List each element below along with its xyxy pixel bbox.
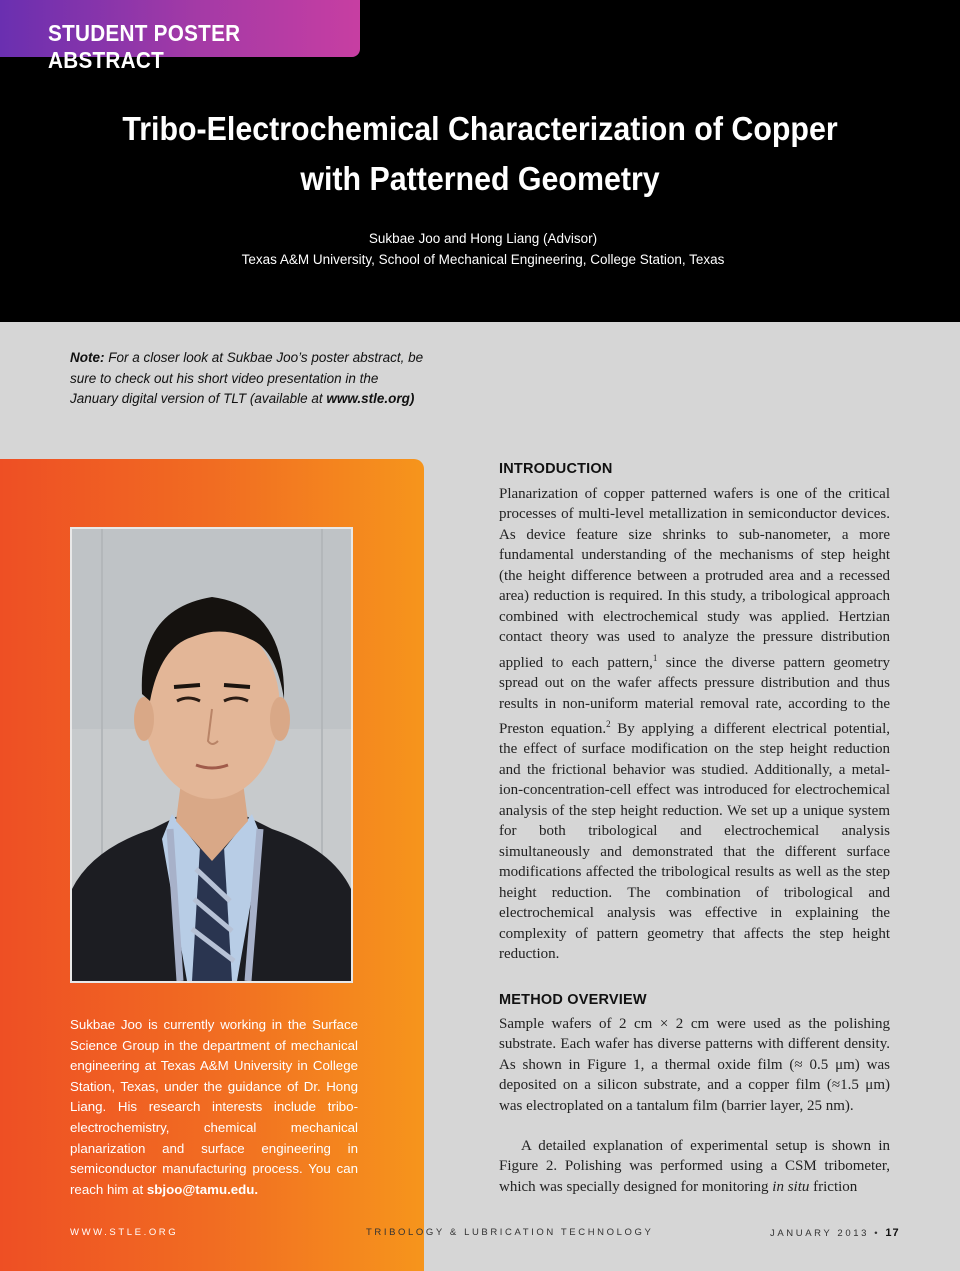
section-label-tab: [0, 0, 360, 73]
method-text-emphasis: in situ: [772, 1178, 810, 1195]
method-text-part-a: A detailed explanation of experimental setup is shown in Figure 2. Polishing was performed using a CSM tribometer, which was specially designed for monitoring: [499, 1138, 890, 1195]
note-link[interactable]: www.stle.org): [326, 391, 415, 406]
introduction-paragraph: [499, 484, 890, 964]
section-label: STUDENT POSTER ABSTRACT: [48, 20, 241, 73]
footer-publication: TRIBOLOGY & LUBRICATION TECHNOLOGY: [366, 1227, 654, 1238]
title-line-1: Tribo-Electrochemical Characterization of Copper: [122, 110, 838, 147]
intro-text-part-2: since the diverse pattern geometry spread out on the wafer affects pressure distribution and thus results in non-uniform material removal rate, according to the Preston equation.: [499, 654, 890, 737]
page-number: 17: [885, 1227, 900, 1239]
intro-text-part-3: By applying a different electrical potential, the effect of surface modification on the step height reduction and the frictional behavior was studied. Additionally, a metal-ion-concentration-cell effect was introduced for electrochemical analysis of the step height reduction. We set up a unique system for both tribological and electrochemical analysis simultaneously and demonstrated that the different surface modifications affected the tribological results as well as the step height reduction. The combination of tribological and electrochemical analysis was effective in explaining the complexity of pattern geometry that affects the step height reduction.: [499, 720, 890, 962]
author-email-link[interactable]: sbjoo@tamu.edu.: [146, 1181, 259, 1197]
affiliation: Texas A&M University, School of Mechanical Engineering, College Station, Texas: [241, 252, 725, 267]
note-label: Note:: [70, 350, 105, 365]
article-title: [103, 104, 857, 204]
method-text-part-b: friction: [809, 1178, 858, 1195]
portrait-illustration: [72, 529, 351, 981]
author-bio: [70, 1015, 358, 1200]
footer-date: JANUARY 2013: [770, 1228, 869, 1239]
reference-2: 2: [606, 718, 611, 729]
introduction-heading: INTRODUCTION: [499, 461, 613, 477]
byline: [0, 228, 960, 270]
author-portrait-photo: [70, 527, 353, 983]
reference-1: 1: [652, 652, 658, 663]
footer-separator: •: [868, 1228, 886, 1239]
method-paragraph-1: Sample wafers of 2 cm × 2 cm were used as the polishing substrate. Each wafer has diverse patterns with different density. As shown in Figure 1, a thermal oxide film (≈ 0.5 μm) was deposited on a silicon substrate, and a copper film (≈1.5 μm) was electroplated on a tantalum film (barrier layer, 25 nm).: [499, 1016, 890, 1114]
method-overview-heading: METHOD OVERVIEW: [499, 992, 647, 1008]
method-paragraph-2: [499, 1136, 890, 1197]
intro-text-part-1: Planarization of copper patterned wafers is one of the critical processes of multi-level metallization in semiconductor devices. As device feature size shrinks to sub-nanometer, a more fundamental understanding of the mechanisms of step height (the height difference between a protruded area and a recessed area) reduction is required. In this study, a tribological approach combined with electrochemical study was applied. Hertzian contact theory was used to analyze the pressure distribution applied to each pattern,: [499, 486, 890, 671]
editor-note: [70, 348, 430, 410]
footer-date-page: [770, 1227, 900, 1239]
note-text: For a closer look at Sukbae Joo’s poster abstract, be sure to check out his short video presentation in the January digital version of TLT (available at: [70, 350, 424, 406]
authors: Sukbae Joo and Hong Liang (Advisor): [368, 231, 598, 246]
footer-website[interactable]: WWW.STLE.ORG: [70, 1227, 179, 1238]
title-line-2: with Patterned Geometry: [300, 160, 660, 197]
bio-text: Sukbae Joo is currently working in the Surface Science Group in the department of mechanical engineering at Texas A&M University in College Station, Texas, under the guidance of Dr. Hong Liang. His research interests include tribo-electrochemistry, chemical mechanical planarization and surface engineering in semiconductor manufacturing process. You can reach him at: [70, 1017, 358, 1197]
